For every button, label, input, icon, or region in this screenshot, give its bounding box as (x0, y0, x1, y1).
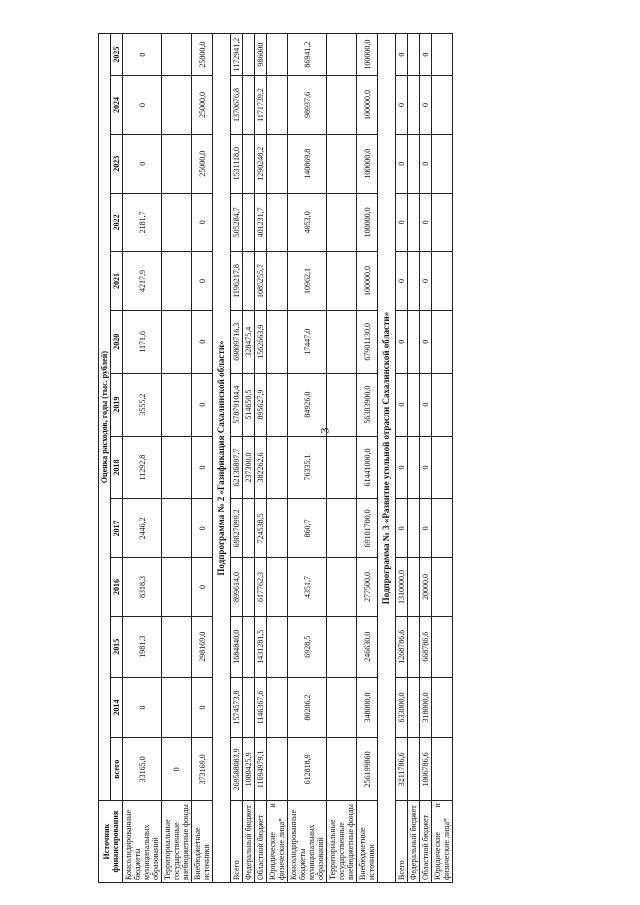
row-label: Внебюджетные источники (192, 801, 213, 883)
table-row (231, 34, 243, 883)
value-cell (162, 310, 192, 373)
value-cell (408, 436, 420, 499)
value-cell: 1146367,6 (255, 677, 267, 738)
value-cell (432, 34, 453, 76)
value-cell (243, 499, 255, 558)
value-cell: 1080425,9 (243, 738, 255, 801)
value-cell: 514650,5 (243, 373, 255, 436)
value-cell: 1196217,8 (231, 252, 243, 311)
value-cell: 0 (192, 499, 213, 558)
value-cell: 61441000,0 (357, 436, 378, 499)
value-cell: 11694979,1 (255, 738, 267, 801)
value-cell (267, 76, 288, 135)
value-cell: 10962,1 (288, 252, 327, 311)
value-cell: 0 (123, 677, 162, 738)
value-cell (162, 193, 192, 252)
value-cell: 0 (396, 252, 408, 311)
value-cell: 100000,0 (357, 193, 378, 252)
value-cell: 86941,2 (288, 34, 327, 76)
value-cell (267, 558, 288, 617)
value-cell (327, 76, 357, 135)
value-cell: 69809716,3 (231, 310, 243, 373)
value-cell: 4053,0 (288, 193, 327, 252)
value-cell: 2181,7 (123, 193, 162, 252)
value-cell: 298169,0 (192, 616, 213, 677)
value-cell (243, 134, 255, 193)
value-cell: 0 (192, 677, 213, 738)
row-label: Внебюджетные источники (357, 801, 378, 883)
year-header-10: 2023 (111, 134, 123, 193)
value-cell: 25000,0 (192, 76, 213, 135)
value-cell: 76335,1 (288, 436, 327, 499)
value-cell: 1981,3 (123, 616, 162, 677)
row-label: Федеральный бюджет (243, 801, 255, 883)
value-cell: 895627,9 (255, 373, 267, 436)
value-cell: 318000,0 (420, 677, 432, 738)
section-title-row (378, 34, 396, 883)
value-cell (327, 134, 357, 193)
table-row (408, 34, 420, 883)
value-cell: 1006786,6 (420, 738, 432, 801)
value-cell: 382262,6 (255, 436, 267, 499)
value-cell: 0 (123, 134, 162, 193)
value-cell: 0 (396, 134, 408, 193)
table-row (123, 34, 162, 883)
value-cell (408, 499, 420, 558)
value-cell (243, 76, 255, 135)
year-header-7: 2020 (111, 310, 123, 373)
value-cell (243, 558, 255, 617)
value-cell (243, 193, 255, 252)
value-cell: 1290248,2 (255, 134, 267, 193)
value-cell (408, 134, 420, 193)
value-cell (267, 134, 288, 193)
value-cell: 25000,0 (192, 34, 213, 76)
row-label: Юридические и физические лица* (432, 801, 453, 883)
value-cell (162, 134, 192, 193)
value-cell: 1172941,2 (231, 34, 243, 76)
table-row (396, 34, 408, 883)
value-cell: 11292,8 (123, 436, 162, 499)
value-cell: 0 (123, 34, 162, 76)
year-header-row (111, 34, 123, 883)
value-cell: 3555,2 (123, 373, 162, 436)
value-cell (327, 738, 357, 801)
value-cell (267, 34, 288, 76)
value-cell: 100000,0 (357, 252, 378, 311)
value-cell (267, 310, 288, 373)
value-cell (267, 373, 288, 436)
value-cell: 0 (192, 252, 213, 311)
value-cell (408, 373, 420, 436)
value-cell (327, 677, 357, 738)
value-cell: 348000,0 (357, 677, 378, 738)
value-cell (408, 738, 420, 801)
row-label: Территориальные государственные внебюджетные фонды (327, 801, 357, 883)
table-row (255, 34, 267, 883)
value-cell (267, 738, 288, 801)
value-cell: 57879104,4 (231, 373, 243, 436)
value-cell: 4217,9 (123, 252, 162, 311)
value-cell: 0 (396, 499, 408, 558)
value-cell: 62136897,7 (231, 436, 243, 499)
value-cell (408, 34, 420, 76)
value-cell (162, 252, 192, 311)
value-cell (408, 558, 420, 617)
value-cell (327, 193, 357, 252)
value-cell: 0 (162, 738, 192, 801)
value-cell: 724538,5 (255, 499, 267, 558)
value-cell: 0 (420, 193, 432, 252)
value-cell: 0 (396, 310, 408, 373)
value-cell (432, 134, 453, 193)
table-row (327, 34, 357, 883)
value-cell: 0 (396, 193, 408, 252)
value-cell: 328475,4 (243, 310, 255, 373)
value-cell: 633000,0 (396, 677, 408, 738)
value-cell: 0 (396, 373, 408, 436)
value-cell: 25000,0 (192, 134, 213, 193)
row-label: Всего (231, 801, 243, 883)
table-body (123, 34, 453, 883)
value-cell: 1171,6 (123, 310, 162, 373)
year-header-9: 2022 (111, 193, 123, 252)
value-cell (327, 436, 357, 499)
value-cell: 8318,3 (123, 558, 162, 617)
value-cell: 0 (396, 34, 408, 76)
value-cell: 401231,7 (255, 193, 267, 252)
value-cell: 100000,0 (357, 76, 378, 135)
year-header-4: 2017 (111, 499, 123, 558)
value-cell: 100000,0 (357, 134, 378, 193)
table-row (432, 34, 453, 883)
page-number: 3 (317, 427, 332, 434)
value-cell: 56383900,0 (357, 373, 378, 436)
value-cell: 0 (420, 436, 432, 499)
value-cell (243, 34, 255, 76)
value-cell (243, 677, 255, 738)
value-cell: 0 (123, 76, 162, 135)
value-cell (267, 193, 288, 252)
value-cell (243, 252, 255, 311)
value-cell (162, 373, 192, 436)
row-label: Консолидированные бюджеты муниципальных образований (288, 801, 327, 883)
value-cell: 668786,6 (420, 616, 432, 677)
table-row (420, 34, 432, 883)
value-cell: 140869,8 (288, 134, 327, 193)
value-cell: 0 (420, 34, 432, 76)
value-cell (267, 252, 288, 311)
value-cell: 98937,6 (288, 76, 327, 135)
value-cell: 67901130,0 (357, 310, 378, 373)
value-cell: 4351,7 (288, 558, 327, 617)
year-header-1: 2014 (111, 677, 123, 738)
value-cell (162, 558, 192, 617)
row-label: Консолидированные бюджеты муниципальных образований (123, 801, 162, 883)
value-cell: 69827099,2 (231, 499, 243, 558)
value-cell (432, 738, 453, 801)
value-cell: 899614,0 (231, 558, 243, 617)
value-cell (408, 677, 420, 738)
table-row (288, 34, 327, 883)
value-cell: 612818,9 (288, 738, 327, 801)
value-cell (243, 616, 255, 677)
value-cell: 0 (192, 310, 213, 373)
value-cell (327, 34, 357, 76)
value-cell (408, 193, 420, 252)
value-cell (327, 373, 357, 436)
value-cell (267, 436, 288, 499)
value-cell (408, 310, 420, 373)
value-cell: 0 (420, 310, 432, 373)
value-cell (162, 436, 192, 499)
value-cell: 277500,0 (357, 558, 378, 617)
value-cell (327, 252, 357, 311)
value-cell: 0 (192, 558, 213, 617)
value-cell (432, 616, 453, 677)
value-cell: 0 (420, 134, 432, 193)
rotated-table-stage (98, 33, 618, 883)
table-row (357, 34, 378, 883)
value-cell (162, 76, 192, 135)
value-cell (162, 616, 192, 677)
value-cell (408, 616, 420, 677)
value-cell: 1684840,0 (231, 616, 243, 677)
row-label: Областной бюджет (420, 801, 432, 883)
row-label: Федеральный бюджет (408, 801, 420, 883)
value-cell (327, 558, 357, 617)
table-row (162, 34, 192, 883)
value-cell: 0 (192, 193, 213, 252)
value-cell: 0 (396, 76, 408, 135)
value-cell (432, 76, 453, 135)
year-header-2: 2015 (111, 616, 123, 677)
value-cell: 269588083,9 (231, 738, 243, 801)
value-cell: 0 (192, 436, 213, 499)
section-title-row (213, 34, 231, 883)
year-header-5: 2018 (111, 436, 123, 499)
value-cell (432, 558, 453, 617)
year-header-6: 2019 (111, 373, 123, 436)
value-cell (432, 252, 453, 311)
value-cell: 860,7 (288, 499, 327, 558)
year-header-11: 2024 (111, 76, 123, 135)
value-cell: 1370676,8 (231, 76, 243, 135)
year-header-8: 2021 (111, 252, 123, 311)
value-cell: 2446,2 (123, 499, 162, 558)
value-cell (327, 499, 357, 558)
value-cell (432, 436, 453, 499)
section-title: Подпрограмма № 3 «Развитие угольной отрасли Сахалинской области» (378, 34, 396, 883)
row-label: Всего (396, 801, 408, 883)
value-cell: 0 (420, 252, 432, 311)
value-cell (408, 252, 420, 311)
value-cell: 33165,0 (123, 738, 162, 801)
value-cell: 1085255,7 (255, 252, 267, 311)
value-cell (432, 373, 453, 436)
value-cell: 1431281,5 (255, 616, 267, 677)
value-cell: 0 (420, 499, 432, 558)
row-label: Областной бюджет (255, 801, 267, 883)
value-cell: 237300,0 (243, 436, 255, 499)
value-cell (327, 616, 357, 677)
value-cell: 17447,0 (288, 310, 327, 373)
budget-table (98, 33, 453, 883)
value-cell: 246630,0 (357, 616, 378, 677)
table-row (192, 34, 213, 883)
table-row (267, 34, 288, 883)
value-cell: 986000 (255, 34, 267, 76)
year-header-3: 2016 (111, 558, 123, 617)
value-cell (432, 499, 453, 558)
value-cell: 80206,2 (288, 677, 327, 738)
value-cell (432, 193, 453, 252)
value-cell: 373169,0 (192, 738, 213, 801)
year-header-12: 2025 (111, 34, 123, 76)
value-cell: 6928,5 (288, 616, 327, 677)
value-cell: 84926,0 (288, 373, 327, 436)
value-cell: 1562663,9 (255, 310, 267, 373)
value-cell: 20000,0 (420, 558, 432, 617)
row-label: Территориальные государственные внебюджетные фонды (162, 801, 192, 883)
value-cell (432, 310, 453, 373)
table-row (243, 34, 255, 883)
row-label: Юридические и физические лица* (267, 801, 288, 883)
value-cell: 0 (420, 373, 432, 436)
estimate-header: Оценка расходов, годы (тыс. рублей) (99, 34, 111, 801)
value-cell: 1531118,0 (231, 134, 243, 193)
header-row-1 (99, 34, 111, 883)
value-cell (162, 499, 192, 558)
value-cell: 3211786,6 (396, 738, 408, 801)
value-cell: 1574573,8 (231, 677, 243, 738)
value-cell (267, 677, 288, 738)
value-cell (267, 499, 288, 558)
value-cell: 617762,3 (255, 558, 267, 617)
source-column-header: Источник финансирования (99, 801, 123, 883)
value-cell: 0 (420, 76, 432, 135)
year-header-0: всего (111, 738, 123, 801)
value-cell: 100000,0 (357, 34, 378, 76)
value-cell: 69101700,0 (357, 499, 378, 558)
value-cell: 1310000,0 (396, 558, 408, 617)
value-cell: 1268786,6 (396, 616, 408, 677)
value-cell (162, 34, 192, 76)
value-cell (327, 310, 357, 373)
value-cell: 1171739,2 (255, 76, 267, 135)
value-cell: 0 (396, 436, 408, 499)
value-cell (432, 677, 453, 738)
section-title: Подпрограмма № 2 «Газификация Сахалинской области» (213, 34, 231, 883)
value-cell: 505284,7 (231, 193, 243, 252)
value-cell (408, 76, 420, 135)
value-cell: 0 (192, 373, 213, 436)
value-cell (267, 616, 288, 677)
value-cell: 256199860 (357, 738, 378, 801)
value-cell (162, 677, 192, 738)
